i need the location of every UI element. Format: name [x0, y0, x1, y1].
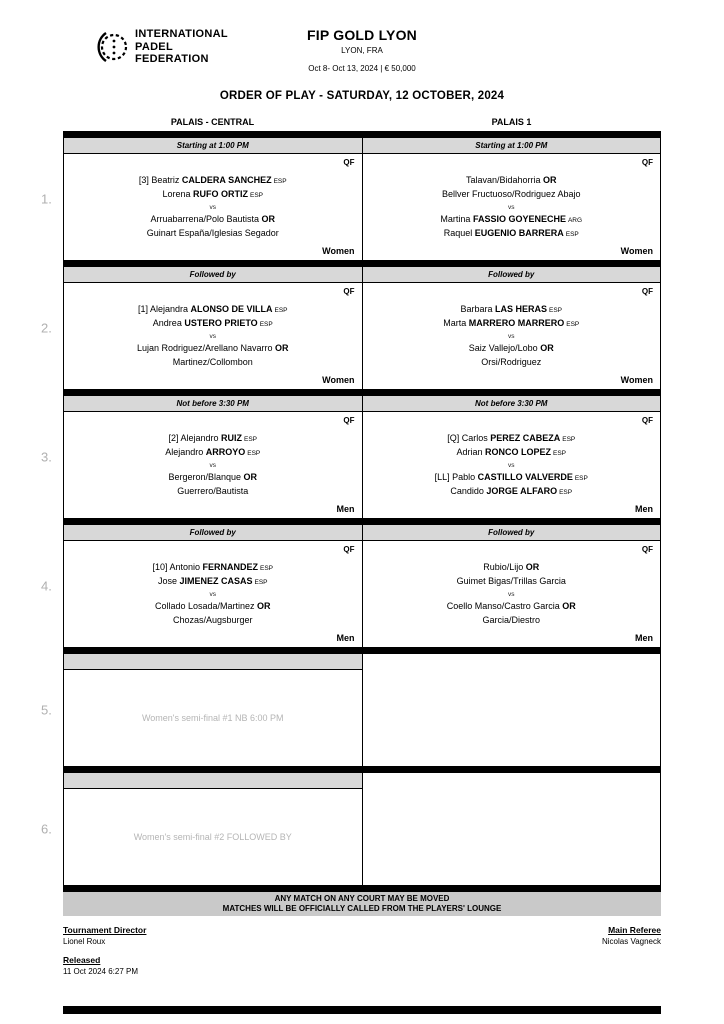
name-bold: OR	[243, 472, 258, 482]
match-cell	[363, 396, 662, 518]
name-pre: Collado Losada/Martinez	[154, 601, 258, 611]
team-line	[64, 317, 362, 331]
match-body	[363, 154, 661, 260]
team-line	[64, 303, 362, 317]
notice-banner	[63, 892, 661, 916]
main-referee-label: Main Referee	[608, 925, 661, 935]
name-bold: RONCO LOPEZ	[485, 447, 552, 457]
brand-line-1: INTERNATIONAL	[135, 28, 228, 41]
match-cell	[363, 525, 662, 647]
row-number: 3.	[41, 449, 52, 465]
court-headers	[63, 114, 661, 131]
category-label: Women	[620, 246, 653, 256]
country-code: ESP	[559, 489, 573, 496]
team-line	[64, 213, 362, 227]
name-bold: PEREZ CABEZA	[490, 433, 561, 443]
row-number: 1.	[41, 191, 52, 207]
name-pre: Chozas/Augsburger	[172, 615, 253, 625]
empty-cell	[363, 654, 662, 766]
team-line	[64, 600, 362, 614]
vs-label: vs	[209, 462, 216, 469]
schedule-note: Not before 3:30 PM	[64, 396, 362, 412]
name-pre: Barbara	[460, 304, 495, 314]
country-code: ESP	[259, 321, 273, 328]
country-code: ESP	[254, 579, 268, 586]
name-pre: Bergeron/Blanque	[168, 472, 244, 482]
match-lines	[64, 283, 362, 370]
tournament-director-label: Tournament Director	[63, 925, 147, 935]
schedule-row-5	[41, 654, 661, 766]
released-value: 11 Oct 2024 6:27 PM	[63, 967, 139, 976]
name-pre: Saiz Vallejo/Lobo	[468, 343, 541, 353]
schedule-note: Starting at 1:00 PM	[363, 138, 661, 154]
vs-label: vs	[508, 462, 515, 469]
name-pre: Andrea	[152, 318, 185, 328]
round-label: QF	[641, 416, 653, 425]
tournament-director-name: Lionel Roux	[63, 937, 106, 946]
placeholder-text: Women's semi-final #2 FOLLOWED BY	[133, 832, 292, 842]
team-line	[64, 485, 362, 499]
name-pre: Alejandro	[165, 447, 206, 457]
event-dates: Oct 8- Oct 13, 2024 | € 50,000	[308, 64, 416, 73]
vs-label: vs	[209, 333, 216, 340]
name-bold: CALDERA SANCHEZ	[181, 175, 272, 185]
placeholder-body	[64, 789, 362, 885]
name-pre: Guinart España/Iglesias Segador	[146, 228, 279, 238]
match-body	[64, 541, 362, 647]
match-body	[64, 412, 362, 518]
round-label: QF	[343, 287, 355, 296]
name-bold: OR	[562, 601, 576, 611]
name-bold: LAS HERAS	[495, 304, 548, 314]
court-header-central: PALAIS - CENTRAL	[170, 117, 255, 127]
round-label: QF	[343, 158, 355, 167]
vs-label: vs	[209, 591, 216, 598]
team-line	[363, 317, 661, 331]
placeholder-text: Women's semi-final #1 NB 6:00 PM	[141, 713, 284, 723]
name-bold: OR	[261, 214, 276, 224]
schedule-row-1	[41, 138, 661, 260]
row-number: 6.	[41, 821, 52, 837]
country-code: ESP	[273, 178, 287, 185]
country-code: ESP	[250, 192, 264, 199]
match-cell	[63, 525, 363, 647]
name-pre: Guimet Bigas/Trillas Garcia	[456, 576, 566, 586]
country-code: ARG	[567, 217, 583, 224]
team-line	[64, 432, 362, 446]
document-header	[0, 0, 724, 90]
name-bold: ARROYO	[205, 447, 246, 457]
country-code: ESP	[244, 436, 258, 443]
name-pre: Talavan/Bidahorria	[465, 175, 544, 185]
team-line	[64, 227, 362, 241]
schedule-row-6	[41, 773, 661, 885]
category-label: Men	[635, 633, 653, 643]
name-pre: Rubio/Lijo	[483, 562, 526, 572]
name-pre: Martina	[440, 214, 473, 224]
court-header-palais1: PALAIS 1	[491, 117, 532, 127]
schedule-note: Followed by	[64, 525, 362, 541]
schedule-note: Starting at 1:00 PM	[64, 138, 362, 154]
divider-bar	[63, 647, 661, 654]
round-label: QF	[343, 545, 355, 554]
name-bold: OR	[540, 343, 554, 353]
match-lines	[363, 154, 661, 241]
footer-right	[602, 925, 661, 946]
vs-label: vs	[508, 591, 515, 598]
match-cell	[363, 267, 662, 389]
main-referee-name: Nicolas Vagneck	[602, 937, 661, 946]
name-pre: Adrian	[456, 447, 485, 457]
name-bold: FASSIO GOYENECHE	[472, 214, 566, 224]
row-number: 5.	[41, 702, 52, 718]
team-line	[363, 356, 661, 370]
name-bold: OR	[525, 562, 540, 572]
category-label: Women	[322, 246, 355, 256]
brand-line-2: PADEL	[135, 40, 173, 53]
name-bold: JORGE ALFARO	[486, 486, 558, 496]
team-line	[363, 471, 661, 485]
released-label: Released	[63, 955, 101, 965]
name-bold: RUFO ORTIZ	[193, 189, 248, 199]
name-pre: Lujan Rodriguez/Arellano Navarro	[136, 343, 276, 353]
name-pre: [10] Antonio	[152, 562, 203, 572]
team-line	[363, 432, 661, 446]
notice-line-2: MATCHES WILL BE OFFICIALLY CALLED FROM THE PLAYERS' LOUNGE	[222, 903, 502, 913]
name-bold: RUIZ	[221, 433, 243, 443]
row-number: 4.	[41, 578, 52, 594]
divider-bar	[63, 766, 661, 773]
schedule-row-2	[41, 267, 661, 389]
name-pre: [Q] Carlos	[447, 433, 491, 443]
order-title: ORDER OF PLAY - SATURDAY, 12 OCTOBER, 2024	[219, 90, 505, 102]
match-body	[363, 541, 661, 647]
name-pre: Arruabarrena/Polo Bautista	[150, 214, 262, 224]
team-line	[363, 600, 661, 614]
name-pre: Garcia/Diestro	[482, 615, 540, 625]
team-line	[64, 614, 362, 628]
name-bold: OR	[543, 175, 557, 185]
document-footer	[63, 925, 661, 976]
name-pre: Marta	[443, 318, 469, 328]
team-line	[64, 174, 362, 188]
match-lines	[363, 412, 661, 499]
reserved-cell	[63, 773, 363, 885]
divider-bar	[63, 518, 661, 525]
schedule-table	[41, 114, 661, 916]
schedule-note: Followed by	[363, 525, 661, 541]
schedule-note	[64, 773, 362, 789]
schedule-row-3	[41, 396, 661, 518]
bottom-bar	[63, 1006, 661, 1014]
team-line	[363, 303, 661, 317]
category-label: Women	[322, 375, 355, 385]
brand-line-3: FEDERATION	[135, 53, 209, 66]
match-cell	[63, 267, 363, 389]
team-line	[64, 575, 362, 589]
category-label: Men	[336, 633, 355, 643]
name-pre: Guerrero/Bautista	[177, 486, 249, 496]
match-cell	[63, 138, 363, 260]
match-cell	[363, 138, 662, 260]
round-label: QF	[343, 416, 355, 425]
name-bold: FERNANDEZ	[202, 562, 259, 572]
match-body	[64, 283, 362, 389]
match-body	[363, 412, 661, 518]
team-line	[363, 561, 661, 575]
name-bold: EUGENIO BARRERA	[474, 228, 564, 238]
round-label: QF	[641, 287, 653, 296]
name-pre: Martinez/Collombon	[172, 357, 253, 367]
category-label: Men	[635, 504, 653, 514]
round-label: QF	[641, 158, 653, 167]
event-location: LYON, FRA	[341, 46, 383, 55]
team-line	[363, 614, 661, 628]
match-body	[363, 283, 661, 389]
vs-label: vs	[209, 204, 216, 211]
name-pre: Coello Manso/Castro Garcia	[446, 601, 563, 611]
match-lines	[64, 541, 362, 628]
name-pre: Lorena	[162, 189, 193, 199]
name-bold: MARRERO MARRERO	[468, 318, 565, 328]
event-info	[0, 27, 724, 73]
name-pre: Candido	[450, 486, 487, 496]
name-pre: [2] Alejandro	[168, 433, 222, 443]
country-code: ESP	[247, 450, 261, 457]
divider-bar	[63, 260, 661, 267]
team-line	[363, 174, 661, 188]
country-code: ESP	[566, 321, 580, 328]
name-pre: [3] Beatriz	[138, 175, 182, 185]
match-lines	[363, 541, 661, 628]
schedule-note: Followed by	[363, 267, 661, 283]
name-pre: [LL] Pablo	[434, 472, 478, 482]
team-line	[363, 188, 661, 202]
name-pre: Orsi/Rodriguez	[481, 357, 542, 367]
category-label: Men	[336, 504, 355, 514]
team-line	[64, 356, 362, 370]
name-pre: Bellver Fructuoso/Rodriguez Abajo	[441, 189, 581, 199]
row-number: 2.	[41, 320, 52, 336]
name-pre: Jose	[157, 576, 180, 586]
name-bold: ALONSO DE VILLA	[190, 304, 273, 314]
match-lines	[64, 412, 362, 499]
team-line	[363, 342, 661, 356]
schedule-note	[64, 654, 362, 670]
team-line	[363, 485, 661, 499]
vs-label: vs	[508, 204, 515, 211]
match-lines	[363, 283, 661, 370]
country-code: ESP	[562, 436, 576, 443]
country-code: ESP	[565, 231, 579, 238]
event-title: FIP GOLD LYON	[307, 27, 417, 43]
team-line	[64, 188, 362, 202]
team-line	[363, 213, 661, 227]
country-code: ESP	[274, 307, 288, 314]
country-code: ESP	[574, 475, 588, 482]
schedule-row-4	[41, 525, 661, 647]
placeholder-body	[64, 670, 362, 766]
name-bold: USTERO PRIETO	[184, 318, 258, 328]
country-code: ESP	[260, 565, 274, 572]
match-lines	[64, 154, 362, 241]
name-bold: OR	[275, 343, 289, 353]
reserved-cell	[63, 654, 363, 766]
name-pre: [1] Alejandra	[137, 304, 191, 314]
match-body	[64, 154, 362, 260]
team-line	[64, 342, 362, 356]
category-label: Women	[620, 375, 653, 385]
team-line	[363, 446, 661, 460]
match-cell	[63, 396, 363, 518]
team-line	[64, 446, 362, 460]
country-code: ESP	[549, 307, 563, 314]
divider-bar	[63, 131, 661, 138]
team-line	[64, 561, 362, 575]
round-label: QF	[641, 545, 653, 554]
notice-line-1: ANY MATCH ON ANY COURT MAY BE MOVED	[274, 894, 450, 903]
footer-left	[63, 925, 661, 976]
divider-bar	[63, 885, 661, 892]
team-line	[64, 471, 362, 485]
empty-cell	[363, 773, 662, 885]
name-pre: Raquel	[443, 228, 475, 238]
name-bold: JIMENEZ CASAS	[179, 576, 253, 586]
country-code: ESP	[553, 450, 567, 457]
team-line	[363, 575, 661, 589]
team-line	[363, 227, 661, 241]
name-bold: OR	[257, 601, 271, 611]
divider-bar	[63, 389, 661, 396]
schedule-note: Not before 3:30 PM	[363, 396, 661, 412]
schedule-note: Followed by	[64, 267, 362, 283]
vs-label: vs	[508, 333, 515, 340]
name-bold: CASTILLO VALVERDE	[477, 472, 573, 482]
